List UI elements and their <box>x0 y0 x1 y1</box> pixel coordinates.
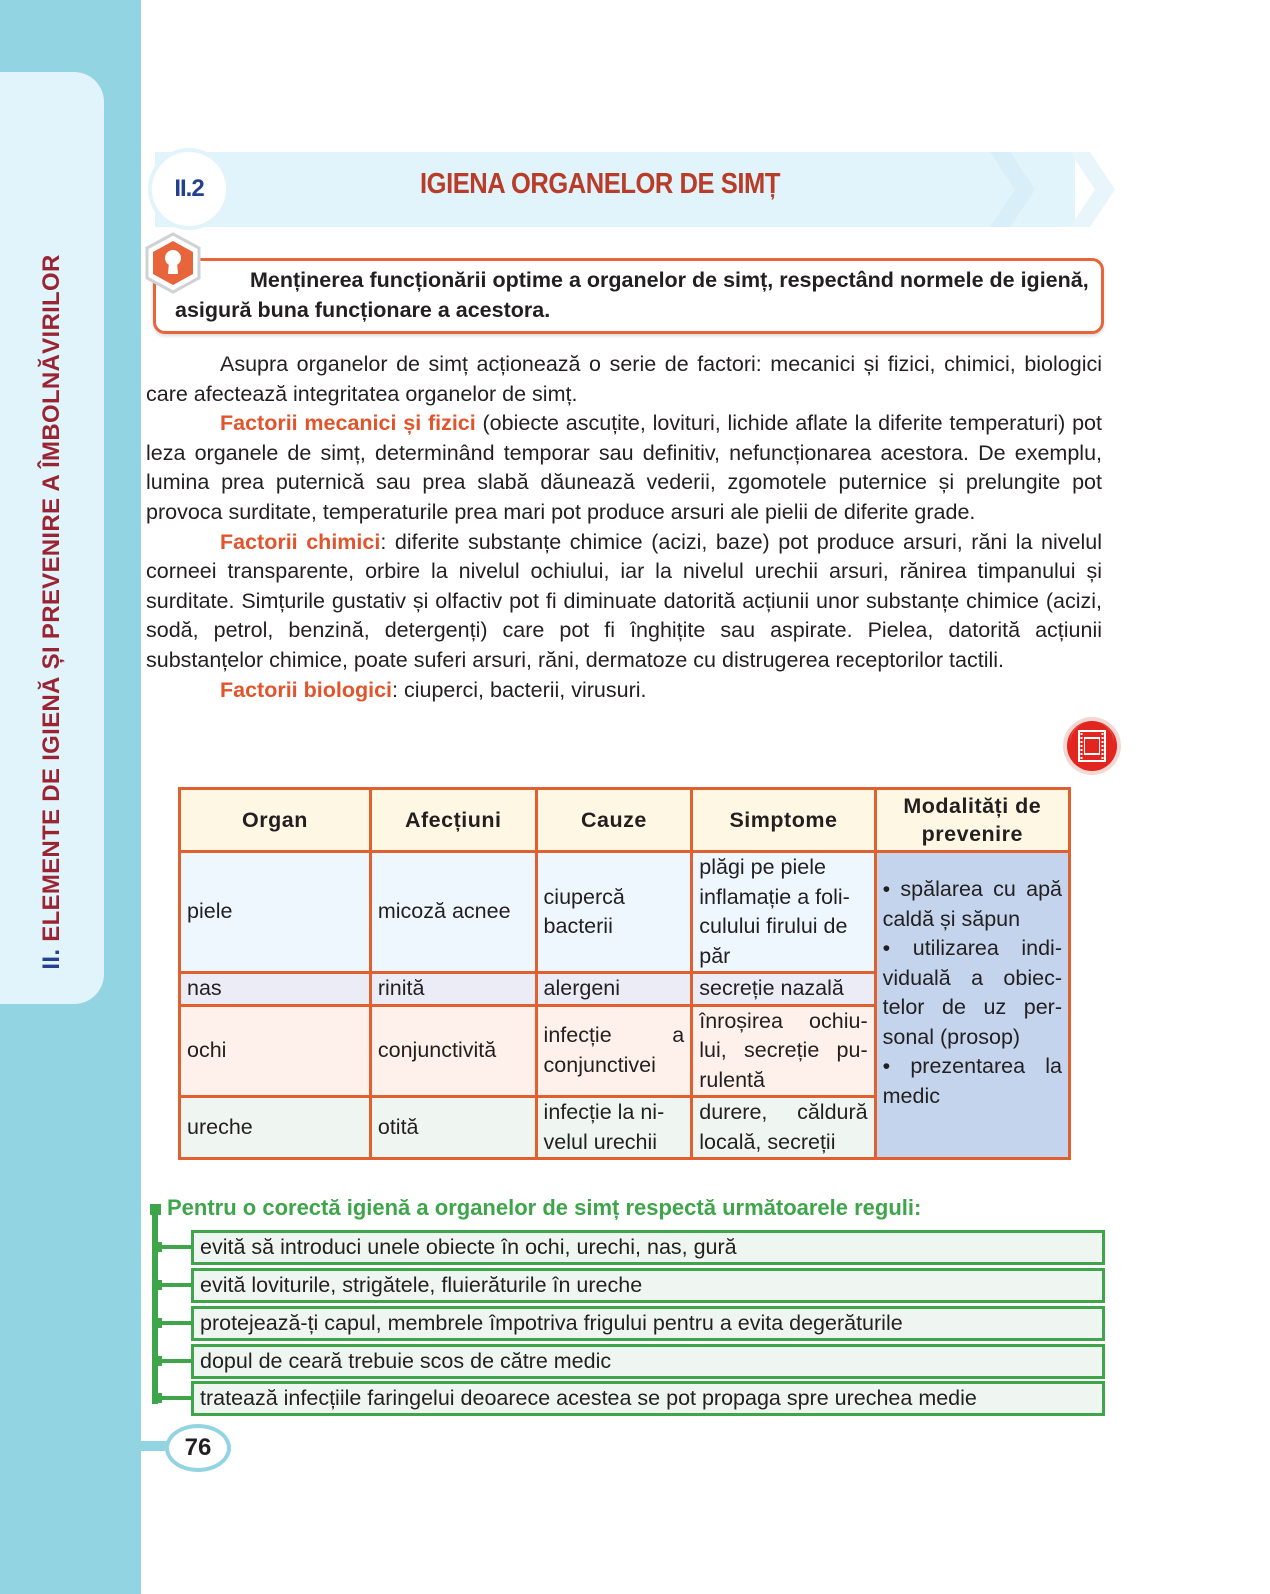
header-organ: Organ <box>180 789 371 852</box>
key-idea-text: Menținerea funcționării optime a organelor de simț, respectând normele de igienă, asigură buna funcționare a acestora. <box>175 268 1089 322</box>
cell-organ: ochi <box>180 1005 371 1097</box>
table-header-row <box>180 789 1070 852</box>
cell-afectiuni: micoză acnee <box>370 852 536 973</box>
rules-tree-trunk <box>152 1204 158 1404</box>
prevention-item: • spălarea cu apă caldă și săpun <box>882 877 1062 931</box>
cell-afectiuni: otită <box>370 1097 536 1159</box>
biological-paragraph <box>146 676 1102 706</box>
cell-cauze: alergeni <box>536 973 692 1006</box>
prevention-item: • prezentarea la medic <box>882 1054 1062 1108</box>
film-video-icon[interactable] <box>1062 716 1122 776</box>
cell-simptome: durere, căldură locală, secreții <box>692 1097 875 1159</box>
chapter-title-vertical <box>38 254 66 969</box>
cell-cauze: ciupercă bacterii <box>536 852 692 973</box>
rules-tree-node <box>152 1393 162 1403</box>
rule-item: evită să introduci unele obiecte în ochi, urechi, nas, gură <box>191 1230 1105 1265</box>
biological-factors-label: Factorii biologici <box>220 677 393 702</box>
rules-tree-node <box>152 1280 162 1290</box>
table-row <box>180 852 1070 973</box>
biological-factors-text: : ciuperci, bacterii, virusuri. <box>392 677 647 702</box>
rule-item: dopul de ceară trebuie scos de către medic <box>191 1344 1105 1379</box>
cell-cauze: infecție la ni-velul urechii <box>536 1097 692 1159</box>
chapter-side-tab <box>0 72 104 1004</box>
chapter-number: II. <box>38 948 65 970</box>
rules-tree-node <box>152 1318 162 1328</box>
cell-afectiuni: rinită <box>370 973 536 1006</box>
rule-item: tratează infecțiile faringelui deoarece acestea se pot propaga spre urechea medie <box>191 1381 1105 1416</box>
cell-cauze: infecție a conjunctivei <box>536 1005 692 1097</box>
chevron-arrows-icon <box>990 152 1120 227</box>
rule-item: evită loviturile, strigătele, fluierăturile în ureche <box>191 1268 1105 1303</box>
sense-organ-diseases-table <box>178 787 1071 1160</box>
rules-tree-node <box>152 1242 162 1252</box>
cell-prevention <box>875 852 1069 1159</box>
header-simptome: Simptome <box>692 789 875 852</box>
chemical-factors-label: Factorii chimici <box>220 529 381 554</box>
cell-organ: nas <box>180 973 371 1006</box>
cell-organ: ureche <box>180 1097 371 1159</box>
intro-paragraph: Asupra organelor de simț acționează o serie de factori: mecanici și fizici, chimici, biologici care afectează integritatea organelor de simț. <box>146 352 1102 406</box>
rules-tree-node <box>152 1356 162 1366</box>
page-title: IGIENA ORGANELOR DE SIMȚ <box>420 168 780 200</box>
mechanical-factors-label: Factorii mecanici și fizici <box>220 411 476 436</box>
section-number-badge: II.2 <box>148 148 230 230</box>
chemical-paragraph <box>146 528 1102 676</box>
page-number: 76 <box>165 1424 231 1472</box>
chemical-factors-text: : diferite substanțe chimice (acizi, baze) pot produce arsuri, răni la nivelul corneei transparente, orbire la nivelul ochiului, iar la nivelul urechii arsuri, rănirea timpanului și surditate. Simțurile gustativ și olfactiv pot fi diminuate datorită acțiunii unor substanțe chimice (acizi, sodă, petrol, benzină, detergenți) care pot fi înghițite sau aspirate. Pielea, datorită acțiunii substanțelor chimice, poate suferi arsuri, răni, dermatoze cu distrugerea receptorilor tactili. <box>146 529 1102 672</box>
cell-organ: piele <box>180 852 371 973</box>
header-afectiuni: Afecțiuni <box>370 789 536 852</box>
cell-simptome: înroșirea ochiu-lui, secreție pu-rulentă <box>692 1005 875 1097</box>
cell-afectiuni: conjunctivită <box>370 1005 536 1097</box>
header-prevenire: Modalități de prevenire <box>875 789 1069 852</box>
body-text <box>146 350 1102 705</box>
cell-simptome: secreție nazală <box>692 973 875 1006</box>
cell-simptome: plăgi pe piele inflamație a foli-culului firului de păr <box>692 852 875 973</box>
rule-item: protejează-ți capul, membrele împotriva frigului pentru a evita degerăturile <box>191 1306 1105 1341</box>
chapter-title: ELEMENTE DE IGIENĂ ȘI PREVENIRE A ÎMBOLNĂVIRILOR <box>38 254 65 949</box>
mechanical-factors-text: (obiecte ascuțite, lovituri, lichide aflate la diferite temperaturi) pot leza organele de simț, determinând temporar sau definitiv, nefuncționarea acestora. De exemplu, lumina prea puternică sau prea slabă dăunează vederii, zgomotele puternice și prelungite pot provoca surditate, temperaturile prea mari pot produce arsuri ale pielii de diferite grade. <box>146 411 1102 524</box>
header-cauze: Cauze <box>536 789 692 852</box>
prevention-item: • utilizarea indi-viduală a obiec-telor de uz per-sonal (prosop) <box>882 936 1062 1049</box>
mechanical-paragraph <box>146 409 1102 527</box>
rules-heading: Pentru o corectă igienă a organelor de simț respectă următoarele reguli: <box>167 1195 922 1220</box>
